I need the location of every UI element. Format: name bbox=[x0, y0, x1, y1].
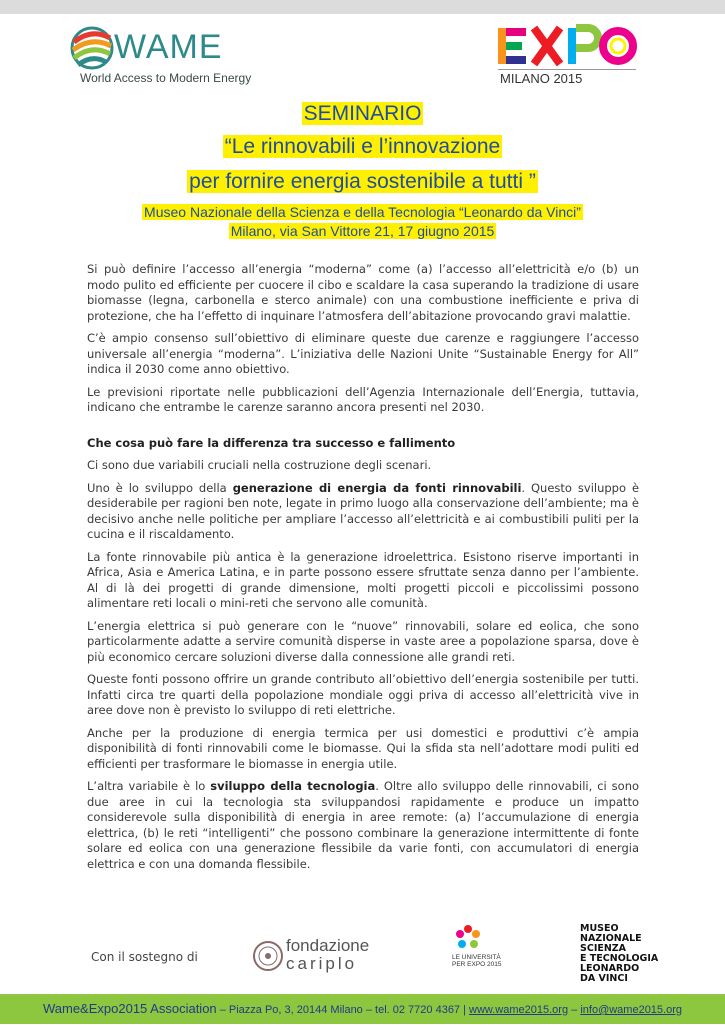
intro-paragraph-3: Le previsioni riportate nelle pubblicazioni dell’Agenzia Internazionale dell’Energia, tuttavia, indicano che entrambe le carenze saranno ancora presenti nel 2030. bbox=[87, 384, 639, 414]
museo-line2: NAZIONALE bbox=[580, 933, 642, 944]
seminar-title-line1: “Le rinnovabili e l’innovazione bbox=[224, 135, 501, 158]
section-paragraph-1: Ci sono due variabili cruciali nella costruzione degli scenari. bbox=[87, 458, 432, 472]
wame-logo bbox=[68, 22, 252, 92]
museo-logo bbox=[580, 924, 658, 984]
intro-paragraph-2: C’è ampio consenso sull’obiettivo di eliminare queste due carenze e raggiungere l’accesso universale all’energia “moderna”. L’iniziativa delle Nazioni Unite “Sustainable Energy for All” indica il 2030 come anno obiettivo. bbox=[87, 331, 639, 376]
seminar-title-line2: per fornire energia sostenibile a tutti ” bbox=[189, 170, 536, 193]
wame-name: WAME bbox=[114, 28, 223, 66]
section-paragraph-3: La fonte rinnovabile più antica è la generazione idroelettrica. Esistono riserve importanti in Africa, Asia e America Latina, e in parte possono essere sfruttate senza danno per l’ambiente. Al di là dei progetti di grande dimensione, molti progetti piccoli e piccolissimi possono alimentare reti locali o mini-reti che servono alle comunità. bbox=[87, 549, 639, 610]
museo-line5: LEONARDO bbox=[580, 963, 640, 974]
wame-tagline: World Access to Modern Energy bbox=[80, 71, 252, 85]
univ-line2: PER EXPO 2015 bbox=[452, 961, 502, 968]
museo-line6: DA VINCI bbox=[580, 973, 628, 984]
footer-bar bbox=[0, 994, 725, 1024]
expo-city: MILANO 2015 bbox=[500, 71, 583, 86]
intro-paragraph-1: Si può definire l’accesso all’energia “moderna” come (a) l’accesso all’elettricità e/o (b) un modo pulito ed efficiente per cuocere il cibo e scaldare la casa superando la tradizione di usare biomasse (legna, carbonella e sterco animale) con una combustione inefficiente e priva di protezione, che ha l’effetto di inquinare l’atmosfera dell’abitazione provocando gravi malattie. bbox=[87, 262, 639, 323]
footer-org: Wame&Expo2015 Association bbox=[42, 1001, 217, 1016]
universita-star-icon bbox=[454, 924, 482, 952]
expo-logo bbox=[498, 24, 638, 90]
universita-expo-logo bbox=[452, 924, 522, 984]
support-label: Con il sostegno di bbox=[91, 950, 198, 964]
section-paragraph-5: Queste fonti possono offrire un grande contributo all’obiettivo dell’energia sostenibile per tutti. Infatti circa tre quarti della popolazione mondiale oggi priva di accesso all’elettricità vive in aree dove non è previsto lo sviluppo di reti elettriche. bbox=[87, 672, 639, 717]
top-bar bbox=[0, 0, 725, 14]
museo-line3: SCIENZA bbox=[580, 943, 627, 954]
cariplo-bottom: cariplo bbox=[286, 954, 358, 973]
footer-separator: – bbox=[568, 1004, 581, 1016]
footer-address: – Piazza Po, 3, 20144 Milano – tel. 02 7720 4367 | bbox=[216, 1004, 470, 1016]
section-paragraph-4: L’energia elettrica si può generare con le “nuove” rinnovabili, solare ed eolica, che sono particolarmente adatte a servire comunità disperse in vaste aree a popolazione sparsa, dove è più economico cercare soluzioni diverse dalla connessione alle grandi reti. bbox=[87, 618, 639, 664]
section-paragraph-6: Anche per la produzione di energia termica per usi domestici e produttivi c’è ampia disponibilità di fonti rinnovabili come le biomasse. Qui la sfida sta nell’adottare modi puliti ed efficienti per trasformare le biomasse in energia utile. bbox=[87, 725, 639, 771]
museo-line1: MUSEO bbox=[580, 923, 619, 934]
body-text bbox=[87, 262, 639, 879]
cariplo-top: fondazione bbox=[286, 936, 370, 955]
museo-line4: E TECNOLOGIA bbox=[580, 953, 659, 964]
expo-divider bbox=[498, 69, 636, 70]
renewables-emphasis: generazione di energia da fonti rinnovabili bbox=[232, 480, 522, 495]
venue-line1: Museo Nazionale della Scienza e della Tecnologia “Leonardo da Vinci” bbox=[144, 204, 581, 220]
technology-emphasis: sviluppo della tecnologia bbox=[210, 779, 376, 793]
seminar-label: SEMINARIO bbox=[303, 102, 422, 125]
expo-wordmark-icon bbox=[498, 24, 638, 68]
cariplo-seal-icon bbox=[252, 940, 284, 972]
section-paragraph-2: Uno è lo sviluppo della generazione di energia da fonti rinnovabili. Questo sviluppo è desiderabile per ragioni ben note, legate in primo luogo alla conservazione dell’ambiente; ma è decisivo anche nelle politiche per ampliare l’accesso all’elettricità e ai combustibili puliti per la cucina e il riscaldamento. bbox=[87, 480, 640, 541]
wame-globe-icon bbox=[68, 24, 116, 72]
seminar-titles bbox=[0, 98, 725, 241]
univ-line1: LE UNIVERSITÀ bbox=[452, 954, 501, 961]
footer-email-link[interactable]: info@wame2015.org bbox=[580, 1004, 682, 1016]
venue-line2: Milano, via San Vittore 21, 17 giugno 2015 bbox=[230, 223, 495, 239]
cariplo-logo bbox=[252, 936, 392, 976]
section-paragraph-7: L’altra variabile è lo sviluppo della tecnologia. Oltre allo sviluppo delle rinnovabili, ci sono due aree in cui la tecnologia sta sviluppandosi rapidamente e produce un impatto considerevole sulla disponibilità di energia in aree remote: (a) l’accumulazione di energia elettrica, (b) le reti “intelligenti” che possono combinare la generazione intermittente di fonte solare ed eolica con una generazione flessibile da varie fonti, con accumulatori di energia elettrica e con una domanda flessibile. bbox=[87, 779, 640, 871]
footer-website-link[interactable]: www.wame2015.org bbox=[469, 1004, 569, 1016]
section-heading: Che cosa può fare la differenza tra successo e fallimento bbox=[87, 435, 456, 450]
